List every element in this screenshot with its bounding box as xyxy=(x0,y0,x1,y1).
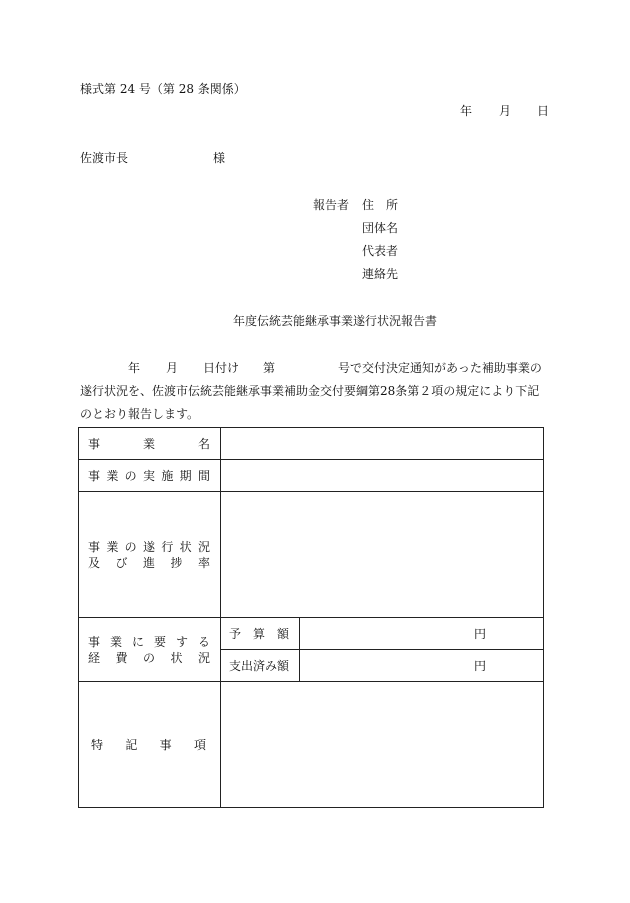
spent-yen: 円 xyxy=(473,659,486,673)
addressee-name: 佐渡市長 xyxy=(80,151,129,165)
remarks-text: 特 記 事 項 xyxy=(91,737,206,752)
expense-text-line2: 経 費 の 状 況 xyxy=(88,650,210,665)
address-label: 住 所 xyxy=(362,198,399,212)
reporter-label: 報告者 xyxy=(313,198,350,212)
spent-label xyxy=(221,650,300,682)
group-name-label: 団体名 xyxy=(362,221,399,235)
progress-text-line1: 事 業 の 遂 行 状 況 xyxy=(88,539,210,554)
document-title: 年度伝統芸能継承事業遂行状況報告書 xyxy=(233,314,438,328)
expense-label xyxy=(79,618,221,682)
row-period xyxy=(79,460,544,492)
row-project-name xyxy=(79,428,544,460)
spent-value xyxy=(300,650,544,682)
body-dai: 第 xyxy=(263,361,276,375)
addressee-honorific: 様 xyxy=(213,151,226,165)
contact-label: 連絡先 xyxy=(362,267,399,281)
progress-label xyxy=(79,492,221,618)
date-day-label: 日 xyxy=(537,104,550,118)
body-line3: のとおり報告します。 xyxy=(80,407,200,421)
date-month-label: 月 xyxy=(499,104,512,118)
project-name-value xyxy=(221,428,544,460)
period-value xyxy=(221,460,544,492)
budget-yen: 円 xyxy=(473,627,486,641)
budget-value xyxy=(300,618,544,650)
row-remarks xyxy=(79,682,544,808)
budget-label xyxy=(221,618,300,650)
expense-text-line1: 事 業 に 要 す る xyxy=(88,634,210,649)
row-progress xyxy=(79,492,544,618)
body-month: 月 xyxy=(166,361,179,375)
body-year: 年 xyxy=(128,361,141,375)
remarks-label xyxy=(79,682,221,808)
body-line1-rest: 号で交付決定通知があった補助事業の xyxy=(338,361,542,375)
budget-text: 予 算 額 xyxy=(229,627,289,641)
report-table xyxy=(78,427,544,808)
progress-value xyxy=(221,492,544,618)
representative-label: 代表者 xyxy=(362,244,399,258)
date-year-label: 年 xyxy=(460,104,473,118)
project-name-label xyxy=(79,428,221,460)
body-dated: 日付け xyxy=(203,361,240,375)
period-text: 事 業 の 実 施 期 間 xyxy=(88,468,210,483)
project-name-text: 事 業 名 xyxy=(88,436,210,451)
body-line2: 遂行状況を、佐渡市伝統芸能継承事業補助金交付要綱第28条第２項の規定により下記 xyxy=(80,384,540,398)
progress-text-line2: 及 び 進 捗 率 xyxy=(88,555,210,570)
row-budget xyxy=(79,618,544,650)
form-number: 様式第 24 号（第 28 条関係） xyxy=(80,82,246,96)
period-label xyxy=(79,460,221,492)
remarks-value xyxy=(221,682,544,808)
spent-text: 支出済み額 xyxy=(229,659,290,673)
